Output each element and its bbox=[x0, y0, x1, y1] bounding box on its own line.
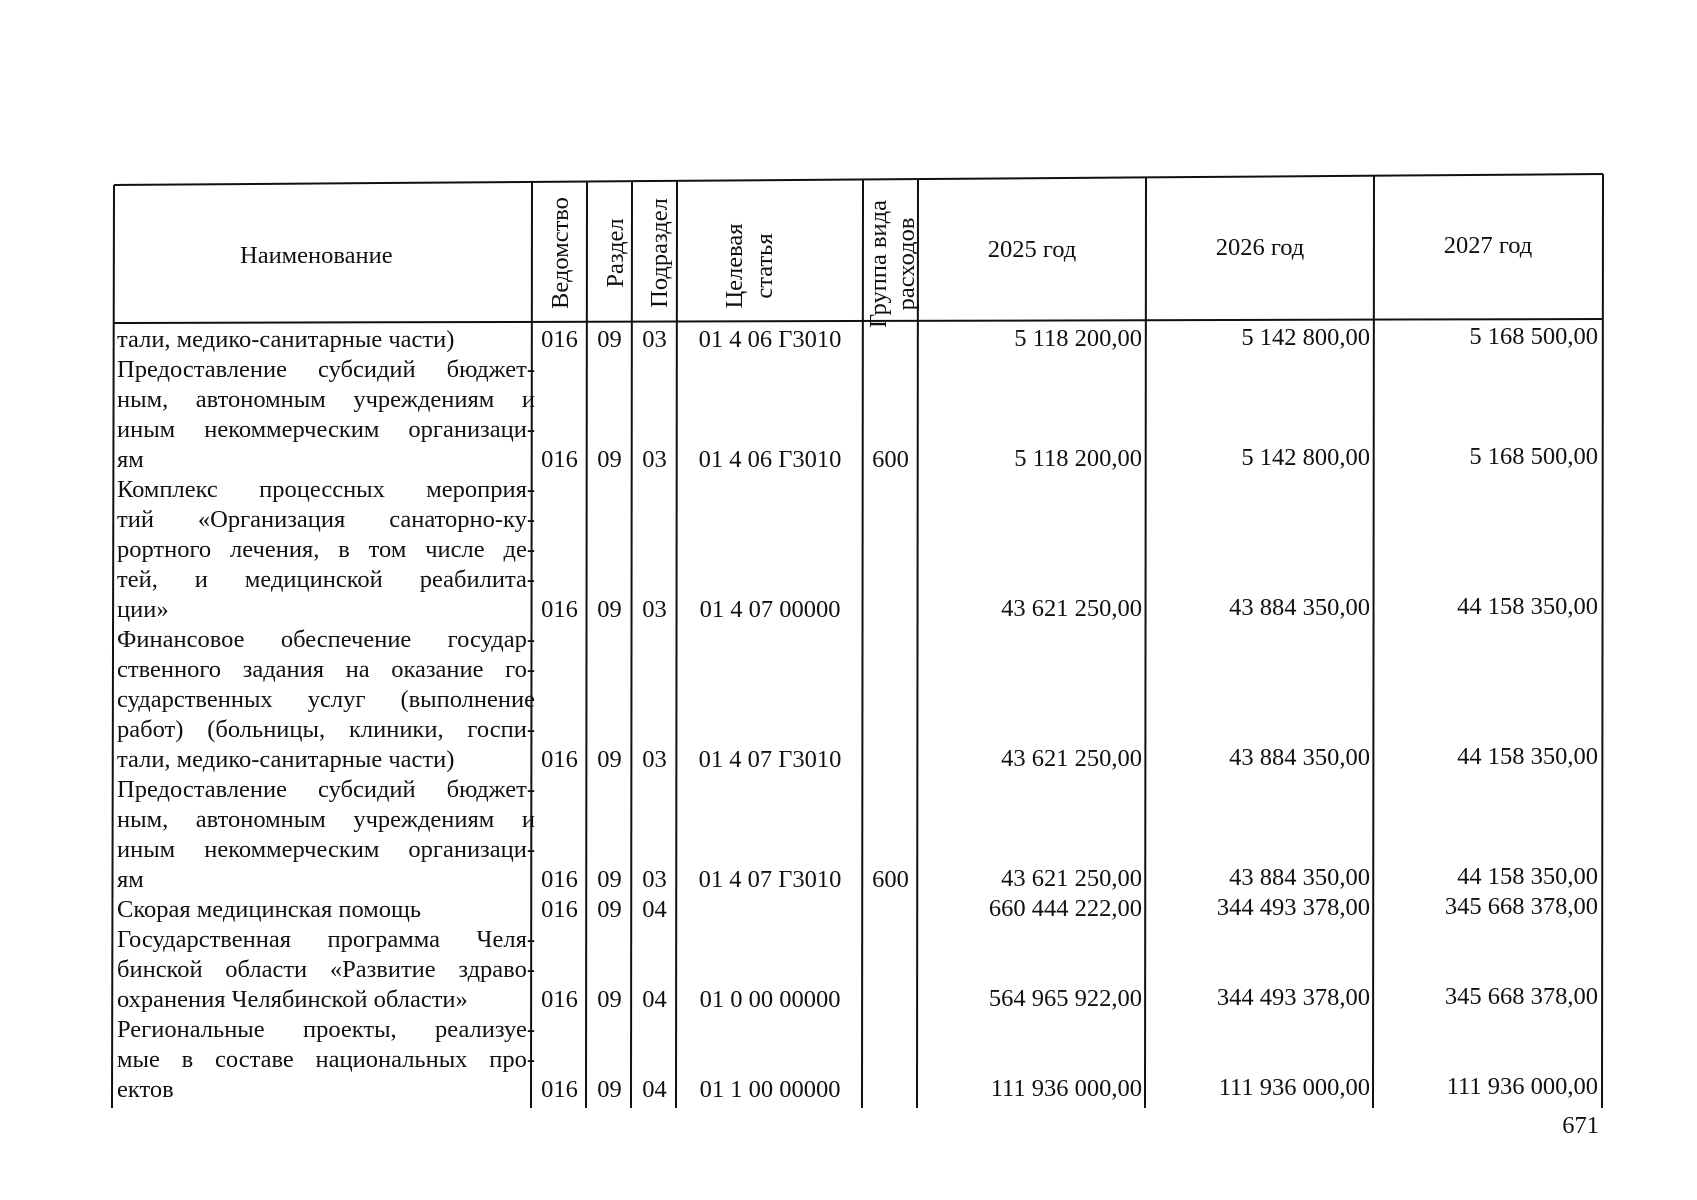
header-name: Наименование bbox=[240, 242, 393, 269]
row-name bbox=[117, 325, 535, 355]
row-name-line: Финансовое обеспечение государ- bbox=[117, 626, 535, 653]
cell-v2025: 5 118 200,00 bbox=[1014, 325, 1142, 352]
row-name-line: тий «Организация санаторно-ку- bbox=[117, 506, 535, 533]
cell-v2025: 5 118 200,00 bbox=[1014, 445, 1142, 472]
row-name-line: сударственных услуг (выполнение bbox=[117, 686, 535, 713]
cell-v2025: 660 444 222,00 bbox=[988, 895, 1142, 922]
row-name-line: Комплекс процессных мероприя- bbox=[117, 476, 535, 503]
cell-pod: 04 bbox=[642, 1076, 667, 1103]
cell-v2025: 43 621 250,00 bbox=[1001, 865, 1142, 892]
header-podrazdel: Подраздел bbox=[646, 198, 673, 308]
row-name-line: тали, медико-санитарные части) bbox=[117, 326, 455, 353]
cell-v2026: 43 884 350,00 bbox=[1229, 594, 1370, 621]
cell-cs: 01 4 06 Г3010 bbox=[698, 446, 842, 473]
row-name-line: Скорая медицинская помощь bbox=[117, 896, 422, 923]
row-name-line: ным, автономным учреждениям и bbox=[117, 806, 535, 833]
row-name bbox=[117, 355, 535, 475]
cell-v2026: 5 142 800,00 bbox=[1241, 324, 1370, 351]
header-group-line2: расходов bbox=[893, 217, 920, 311]
page-number: 671 bbox=[1562, 1112, 1599, 1139]
cell-cs: 01 4 06 Г3010 bbox=[698, 326, 842, 353]
header-2027: 2027 год bbox=[1443, 232, 1533, 259]
cell-v2027: 345 668 378,00 bbox=[1444, 893, 1598, 920]
cell-pod: 03 bbox=[642, 746, 667, 773]
header-razdel: Раздел bbox=[602, 218, 629, 288]
cell-pod: 03 bbox=[642, 326, 667, 353]
cell-ved: 016 bbox=[541, 986, 578, 1013]
header-target-line1: Целевая bbox=[721, 223, 748, 309]
cell-pod: 03 bbox=[642, 596, 667, 623]
cell-v2026: 43 884 350,00 bbox=[1229, 864, 1370, 891]
header-target-article bbox=[720, 196, 780, 336]
row-name bbox=[117, 895, 535, 925]
header-2025: 2025 год bbox=[987, 236, 1077, 263]
cell-raz: 09 bbox=[597, 896, 622, 923]
cell-v2026: 43 884 350,00 bbox=[1229, 744, 1370, 771]
cell-v2026: 111 936 000,00 bbox=[1218, 1074, 1370, 1101]
row-name-line: тей, и медицинской реабилита- bbox=[117, 566, 535, 593]
cell-v2025: 111 936 000,00 bbox=[990, 1075, 1142, 1102]
cell-ved: 016 bbox=[541, 896, 578, 923]
row-name-line: Предоставление субсидий бюджет- bbox=[117, 356, 535, 383]
row-name-line: Предоставление субсидий бюджет- bbox=[117, 776, 535, 803]
cell-v2026: 344 493 378,00 bbox=[1216, 894, 1370, 921]
cell-ved: 016 bbox=[541, 866, 578, 893]
cell-cs: 01 4 07 Г3010 bbox=[698, 746, 842, 773]
cell-raz: 09 bbox=[597, 596, 622, 623]
row-name-line: работ) (больницы, клиники, госпи- bbox=[117, 716, 535, 743]
cell-ved: 016 bbox=[541, 1076, 578, 1103]
row-name-line: иным некоммерческим организаци- bbox=[117, 416, 535, 443]
row-name-line: тали, медико-санитарные части) bbox=[117, 746, 455, 773]
row-name-line: Региональные проекты, реализуе- bbox=[117, 1016, 535, 1043]
row-name-line: Государственная программа Челя- bbox=[117, 926, 535, 953]
cell-ved: 016 bbox=[541, 596, 578, 623]
row-name-line: ции» bbox=[117, 596, 169, 623]
cell-v2026: 344 493 378,00 bbox=[1216, 984, 1370, 1011]
cell-raz: 09 bbox=[597, 326, 622, 353]
header-vedomstvo: Ведомство bbox=[547, 197, 574, 309]
row-name-line: охранения Челябинской области» bbox=[117, 986, 468, 1013]
cell-gvr: 600 bbox=[872, 446, 909, 473]
cell-raz: 09 bbox=[597, 746, 622, 773]
cell-v2027: 44 158 350,00 bbox=[1457, 593, 1598, 620]
cell-raz: 09 bbox=[597, 866, 622, 893]
row-name-line: ным, автономным учреждениям и bbox=[117, 386, 535, 413]
cell-cs: 01 4 07 00000 bbox=[699, 596, 841, 623]
header-target-line2: статья bbox=[751, 233, 778, 299]
cell-raz: 09 bbox=[597, 446, 622, 473]
cell-v2027: 345 668 378,00 bbox=[1444, 983, 1598, 1010]
cell-v2025: 564 965 922,00 bbox=[988, 985, 1142, 1012]
cell-pod: 04 bbox=[642, 896, 667, 923]
header-2026: 2026 год bbox=[1215, 234, 1305, 261]
cell-pod: 03 bbox=[642, 446, 667, 473]
cell-ved: 016 bbox=[541, 746, 578, 773]
row-name-line: ям bbox=[117, 866, 144, 893]
row-name-line: мые в составе национальных про- bbox=[117, 1046, 535, 1073]
row-name bbox=[117, 925, 535, 1015]
row-name bbox=[117, 1015, 535, 1105]
row-name-line: ям bbox=[117, 446, 144, 473]
cell-ved: 016 bbox=[541, 446, 578, 473]
row-name-line: бинской области «Развитие здраво- bbox=[117, 956, 535, 983]
header-expense-group bbox=[865, 193, 921, 335]
row-name-line: ектов bbox=[117, 1076, 174, 1103]
cell-pod: 04 bbox=[642, 986, 667, 1013]
cell-cs: 01 4 07 Г3010 bbox=[698, 866, 842, 893]
cell-ved: 016 bbox=[541, 326, 578, 353]
cell-v2027: 5 168 500,00 bbox=[1469, 443, 1598, 470]
cell-v2027: 111 936 000,00 bbox=[1446, 1073, 1598, 1100]
cell-v2027: 44 158 350,00 bbox=[1457, 863, 1598, 890]
row-name-line: рортного лечения, в том числе де- bbox=[117, 536, 535, 563]
row-name bbox=[117, 475, 535, 625]
cell-v2027: 44 158 350,00 bbox=[1457, 743, 1598, 770]
row-name-line: ственного задания на оказание го- bbox=[117, 656, 535, 683]
cell-pod: 03 bbox=[642, 866, 667, 893]
cell-gvr: 600 bbox=[872, 866, 909, 893]
header-group-line1: Группа вида bbox=[865, 199, 892, 329]
cell-v2026: 5 142 800,00 bbox=[1241, 444, 1370, 471]
cell-v2025: 43 621 250,00 bbox=[1001, 745, 1142, 772]
cell-raz: 09 bbox=[597, 986, 622, 1013]
row-name-line: иным некоммерческим организаци- bbox=[117, 836, 535, 863]
row-name bbox=[117, 625, 535, 775]
row-name bbox=[117, 775, 535, 895]
cell-v2025: 43 621 250,00 bbox=[1001, 595, 1142, 622]
cell-raz: 09 bbox=[597, 1076, 622, 1103]
cell-cs: 01 0 00 00000 bbox=[699, 986, 841, 1013]
cell-v2027: 5 168 500,00 bbox=[1469, 323, 1598, 350]
cell-cs: 01 1 00 00000 bbox=[699, 1076, 841, 1103]
